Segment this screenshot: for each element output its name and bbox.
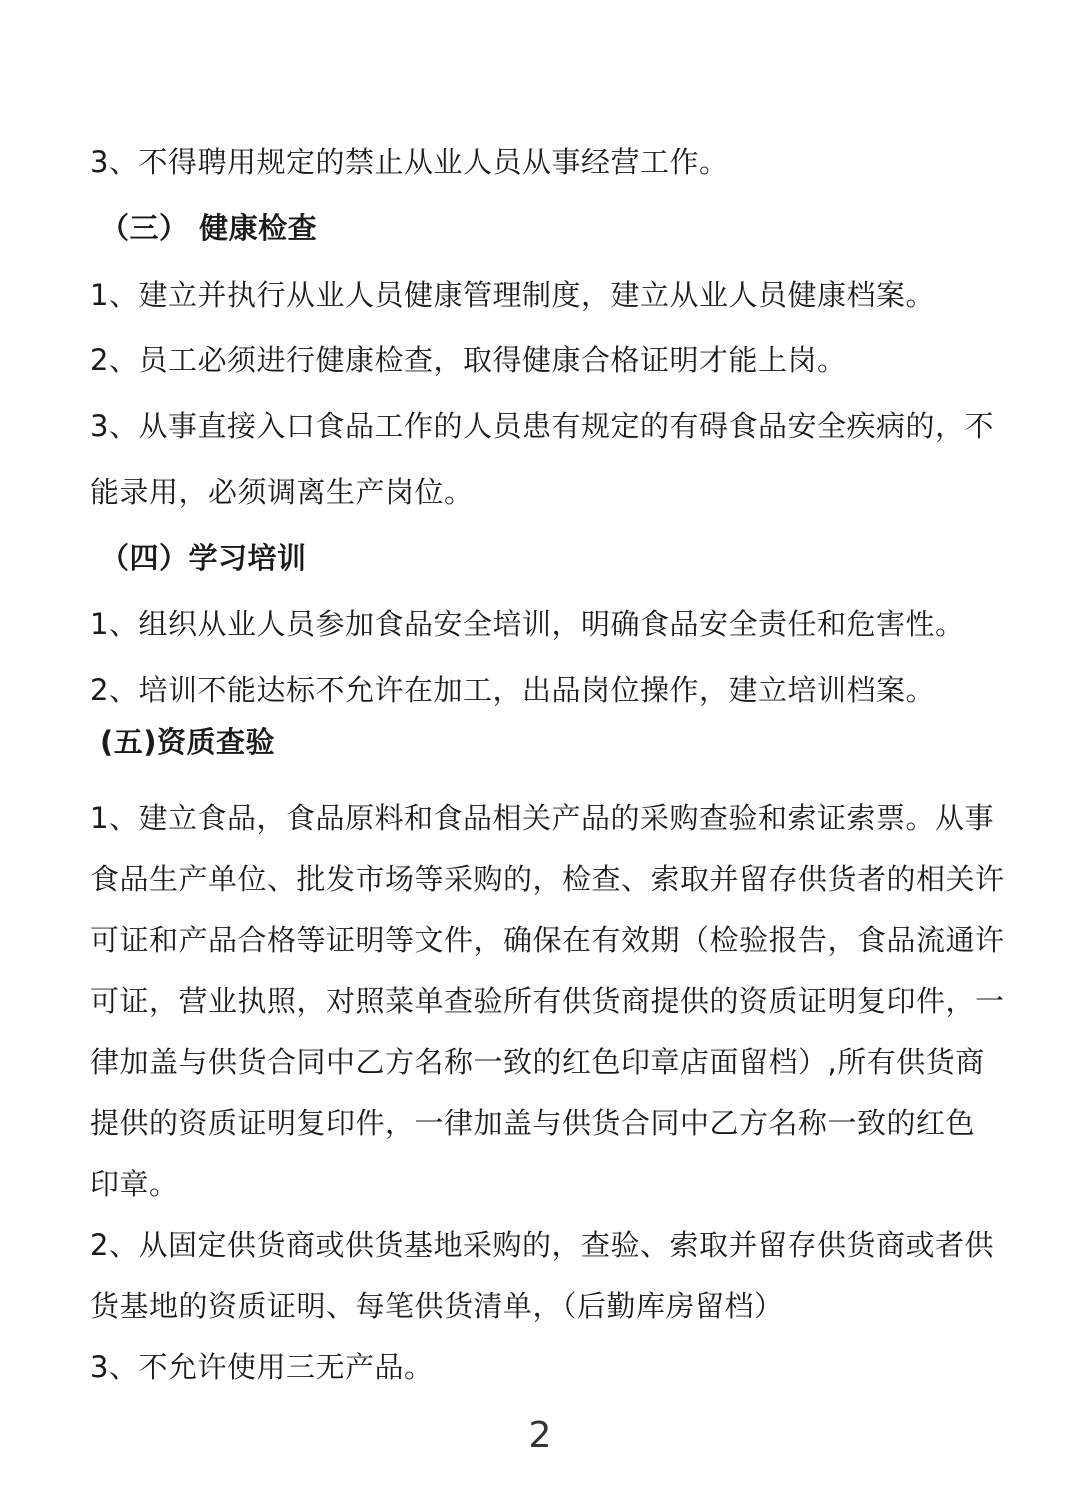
paragraph-training-item-1: 1、组织从业人员参加食品安全培训，明确食品安全责任和危害性。 xyxy=(90,607,965,641)
section-heading-training: （四）学习培训 xyxy=(100,541,307,575)
paragraph-health-item-2: 2、员工必须进行健康检查，取得健康合格证明才能上岗。 xyxy=(90,343,847,377)
page-number: 2 xyxy=(528,1415,552,1456)
paragraph-qualification-item-2-line-1: 2、从固定供货商或供货基地采购的，查验、索取并留存供货商或者供 xyxy=(90,1228,994,1262)
paragraph-intro-item-3: 3、不得聘用规定的禁止从业人员从事经营工作。 xyxy=(90,145,729,179)
paragraph-qualification-item-1-line-2: 食品生产单位、批发市场等采购的，检查、索取并留存供货者的相关许 xyxy=(90,862,1005,896)
paragraph-qualification-item-1-line-5: 律加盖与供货合同中乙方名称一致的红色印章店面留档）,所有供货商 xyxy=(90,1045,985,1079)
paragraph-qualification-item-1-line-4: 可证，营业执照，对照菜单查验所有供货商提供的资质证明复印件，一 xyxy=(90,984,1005,1018)
paragraph-qualification-item-1-line-3: 可证和产品合格等证明等文件，确保在有效期（检验报告，食品流通许 xyxy=(90,923,1005,957)
paragraph-qualification-item-1-line-6: 提供的资质证明复印件，一律加盖与供货合同中乙方名称一致的红色 xyxy=(90,1106,976,1140)
paragraph-qualification-item-1-line-1: 1、建立食品，食品原料和食品相关产品的采购查验和索证索票。从事 xyxy=(90,801,994,835)
paragraph-health-item-3-line-2: 能录用，必须调离生产岗位。 xyxy=(90,475,474,509)
section-heading-qualification: (五)资质查验 xyxy=(100,725,276,759)
section-heading-health-check: （三） 健康检查 xyxy=(100,211,318,245)
paragraph-qualification-item-3: 3、不允许使用三无产品。 xyxy=(90,1350,434,1384)
paragraph-health-item-1: 1、建立并执行从业人员健康管理制度，建立从业人员健康档案。 xyxy=(90,278,935,312)
paragraph-qualification-item-2-line-2: 货基地的资质证明、每笔供货清单，（后勤库房留档） xyxy=(90,1289,784,1323)
paragraph-training-item-2: 2、培训不能达标不允许在加工，出品岗位操作，建立培训档案。 xyxy=(90,673,935,707)
paragraph-health-item-3-line-1: 3、从事直接入口食品工作的人员患有规定的有碍食品安全疾病的，不 xyxy=(90,409,994,443)
paragraph-qualification-item-1-line-7: 印章。 xyxy=(90,1167,179,1201)
